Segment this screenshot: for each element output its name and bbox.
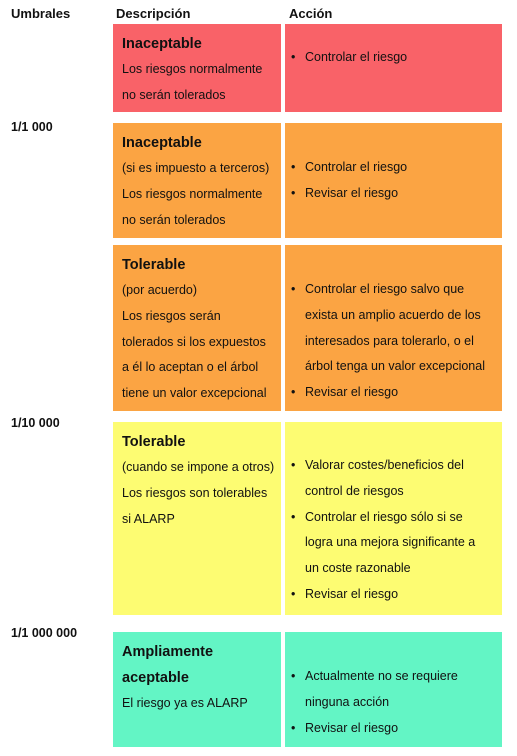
action-cell-broadly-acceptable bbox=[285, 632, 502, 747]
description-line: (cuando se impone a otros) bbox=[122, 460, 275, 474]
action-item: ninguna acción bbox=[305, 694, 390, 709]
action-cell-tolerable-imposed bbox=[285, 422, 502, 615]
description-cell-tolerable-imposed bbox=[113, 422, 281, 615]
action-item: control de riesgos bbox=[305, 483, 404, 498]
description-line: El riesgo ya es ALARP bbox=[122, 696, 248, 710]
action-item: • Valorar costes/beneficios del bbox=[291, 453, 502, 479]
action-cell-unacceptable-third-party bbox=[285, 123, 502, 238]
description-line: a él lo aceptan o el árbol bbox=[122, 360, 259, 375]
description-line: (por acuerdo) bbox=[122, 283, 198, 297]
description-line: no serán tolerados bbox=[122, 212, 226, 227]
description-cell-broadly-acceptable bbox=[113, 632, 281, 747]
action-item: • Controlar el riesgo sólo si se bbox=[291, 505, 502, 531]
description-line: si ALARP bbox=[122, 511, 175, 526]
risk-level-title: Ampliamente bbox=[122, 644, 214, 660]
risk-level-title: Tolerable bbox=[122, 434, 186, 450]
description-line: Los riesgos son tolerables bbox=[122, 485, 268, 500]
action-cell-unacceptable bbox=[285, 24, 502, 112]
description-line: Los riesgos serán bbox=[122, 308, 221, 323]
description-cell-unacceptable bbox=[113, 24, 281, 112]
action-item: interesados para tolerarlo, o el bbox=[305, 333, 474, 348]
action-item: • Revisar el riesgo bbox=[291, 582, 502, 608]
description-line: tolerados si los expuestos bbox=[122, 334, 266, 349]
action-item: un coste razonable bbox=[305, 561, 411, 576]
action-item: árbol tenga un valor excepcional bbox=[305, 359, 485, 374]
action-item: • Actualmente no se requiere bbox=[291, 664, 502, 690]
description-line: (si es impuesto a terceros) bbox=[122, 161, 270, 175]
action-item: exista un amplio acuerdo de los bbox=[305, 307, 481, 322]
action-item: • Controlar el riesgo salvo que bbox=[291, 277, 502, 303]
threshold-label: 1/10 000 bbox=[11, 416, 60, 430]
action-cell-tolerable-agreement bbox=[285, 245, 502, 411]
risk-level-title: aceptable bbox=[122, 670, 189, 686]
description-line: no serán tolerados bbox=[122, 87, 226, 102]
threshold-label: 1/1 000 bbox=[11, 120, 53, 134]
action-item: logra una mejora significante a bbox=[305, 535, 476, 550]
description-line: tiene un valor excepcional bbox=[122, 386, 267, 401]
description-line: Los riesgos normalmente bbox=[122, 62, 263, 76]
risk-level-title: Tolerable bbox=[122, 257, 186, 273]
header-thresholds: Umbrales bbox=[11, 6, 71, 21]
header-description: Descripción bbox=[116, 6, 191, 21]
description-cell-tolerable-agreement bbox=[113, 245, 281, 411]
description-line: Los riesgos normalmente bbox=[122, 186, 263, 201]
threshold-label: 1/1 000 000 bbox=[11, 626, 78, 640]
action-item: • Revisar el riesgo bbox=[291, 380, 502, 406]
risk-level-title: Inaceptable bbox=[122, 135, 202, 151]
risk-level-title: Inaceptable bbox=[122, 36, 202, 52]
action-item: • Controlar el riesgo bbox=[291, 155, 502, 181]
action-item: • Controlar el riesgo bbox=[291, 45, 502, 71]
header-action: Acción bbox=[289, 6, 333, 21]
action-item: • Revisar el riesgo bbox=[291, 181, 502, 207]
description-cell-unacceptable-third-party bbox=[113, 123, 281, 238]
action-item: • Revisar el riesgo bbox=[291, 716, 502, 742]
